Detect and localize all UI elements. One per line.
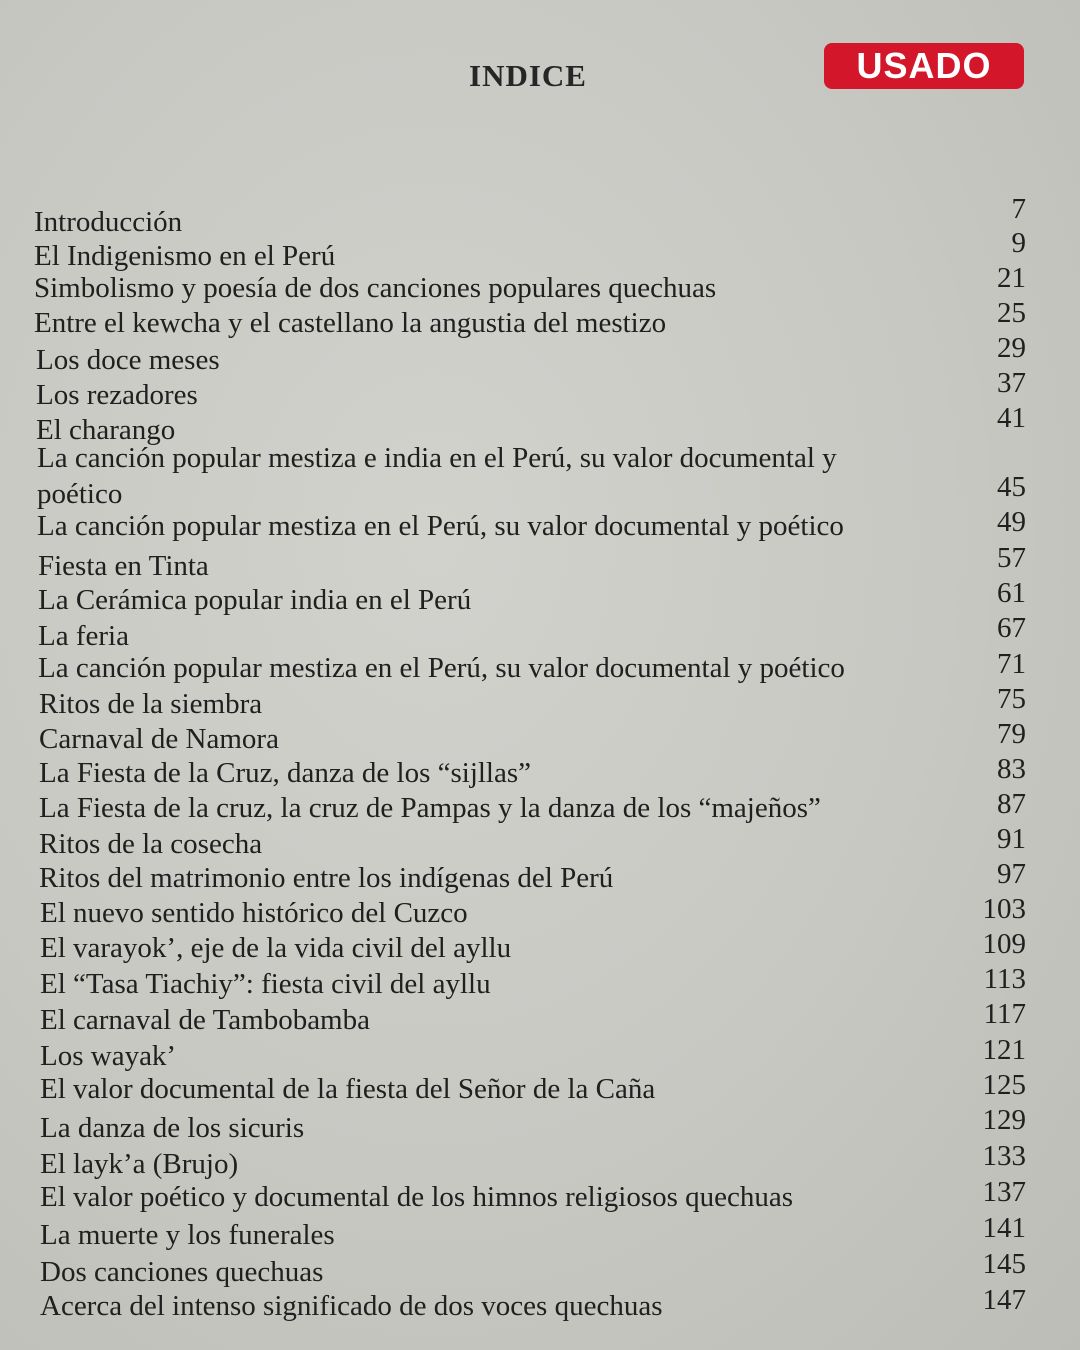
toc-entry-page-number: 79: [997, 718, 1026, 750]
toc-entry-title: La Fiesta de la Cruz, danza de los “sijllas”: [39, 757, 532, 789]
toc-entry-page-number: 129: [982, 1104, 1026, 1136]
toc-entry-page-number: 41: [997, 402, 1026, 434]
toc-entry-page-number: 133: [982, 1140, 1026, 1172]
toc-entry-title: Entre el kewcha y el castellano la angustia del mestizo: [34, 307, 667, 339]
toc-entry-title: El varayok’, eje de la vida civil del ayllu: [40, 932, 512, 964]
toc-entry-page-number: 83: [997, 753, 1026, 785]
toc-entry-title: El nuevo sentido histórico del Cuzco: [40, 897, 468, 929]
toc-entry-title: Ritos de la siembra: [39, 688, 263, 720]
used-badge: USADO: [824, 43, 1024, 89]
toc-entry-page-number: 137: [982, 1176, 1026, 1208]
toc-entry-page-number: 61: [997, 577, 1026, 609]
toc-entry-page-number: 75: [997, 683, 1026, 715]
toc-entry-title: La canción popular mestiza e india en el Perú, su valor documental y poético: [37, 442, 837, 510]
toc-entry-title: Los rezadores: [36, 379, 198, 411]
toc-entry-title: La Fiesta de la cruz, la cruz de Pampas y la danza de los “majeños”: [39, 792, 821, 824]
toc-entry-page-number: 49: [997, 506, 1026, 538]
toc-entry-page-number: 91: [997, 823, 1026, 855]
toc-entry-page-number: 29: [997, 332, 1026, 364]
toc-entry-page-number: 25: [997, 297, 1026, 329]
toc-entry-title: La danza de los sicuris: [40, 1112, 305, 1144]
toc-entry-page-number: 87: [997, 788, 1026, 820]
toc-entry-page-number: 103: [982, 893, 1026, 925]
toc-entry-page-number: 147: [982, 1284, 1026, 1316]
page-title: INDICE: [469, 58, 587, 93]
toc-entry-title: El valor poético y documental de los himnos religiosos quechuas: [40, 1181, 794, 1213]
toc-entry-page-number: 117: [983, 998, 1026, 1030]
toc-entry-title: Los wayak’: [40, 1040, 177, 1072]
toc-entry-page-number: 9: [1011, 227, 1026, 259]
toc-entry-page-number: 71: [997, 648, 1026, 680]
toc-entry-page-number: 57: [997, 542, 1026, 574]
toc-entry-page-number: 21: [997, 262, 1026, 294]
toc-entry-page-number: 125: [982, 1069, 1026, 1101]
toc-entry-title: El Indigenismo en el Perú: [34, 240, 336, 272]
toc-entry-title: Carnaval de Namora: [39, 723, 279, 755]
toc-entry-page-number: 67: [997, 612, 1026, 644]
toc-entry-page-number: 109: [982, 928, 1026, 960]
toc-entry-title: Los doce meses: [36, 344, 220, 376]
toc-entry-page-number: 37: [997, 367, 1026, 399]
toc-entry-title: La canción popular mestiza en el Perú, su valor documental y poético: [38, 652, 845, 684]
toc-entry-title: La canción popular mestiza en el Perú, su valor documental y poético: [37, 510, 844, 542]
toc-entry-title: Ritos de la cosecha: [39, 828, 263, 860]
toc-entry-title: Introducción: [34, 206, 183, 238]
toc-entry-title: Fiesta en Tinta: [38, 550, 209, 582]
toc-entry-page-number: 145: [982, 1248, 1026, 1280]
toc-entry-title: La feria: [38, 620, 129, 652]
toc-entry-title: Acerca del intenso significado de dos voces quechuas: [40, 1290, 663, 1322]
toc-entry-title: La Cerámica popular india en el Perú: [38, 584, 472, 616]
toc-entry-title: El charango: [36, 414, 176, 446]
toc-entry-page-number: 97: [997, 858, 1026, 890]
toc-entry-page-number: 141: [982, 1212, 1026, 1244]
toc-entry-title: La muerte y los funerales: [40, 1219, 335, 1251]
toc-entry-title: El “Tasa Tiachiy”: fiesta civil del ayllu: [40, 968, 491, 1000]
toc-entry-title: El carnaval de Tambobamba: [40, 1004, 370, 1036]
toc-entry-page-number: 7: [1011, 193, 1026, 225]
toc-entry-title: El layk’a (Brujo): [40, 1148, 239, 1180]
toc-entry-title: Ritos del matrimonio entre los indígenas del Perú: [39, 862, 614, 894]
toc-entry-title: Dos canciones quechuas: [40, 1256, 324, 1288]
toc-entry-title: Simbolismo y poesía de dos canciones populares quechuas: [34, 272, 717, 304]
toc-entry-title: El valor documental de la fiesta del Señor de la Caña: [40, 1073, 656, 1105]
toc-entry-page-number: 113: [983, 963, 1026, 995]
toc-entry-page-number: 45: [997, 471, 1026, 503]
toc-entry-page-number: 121: [982, 1034, 1026, 1066]
